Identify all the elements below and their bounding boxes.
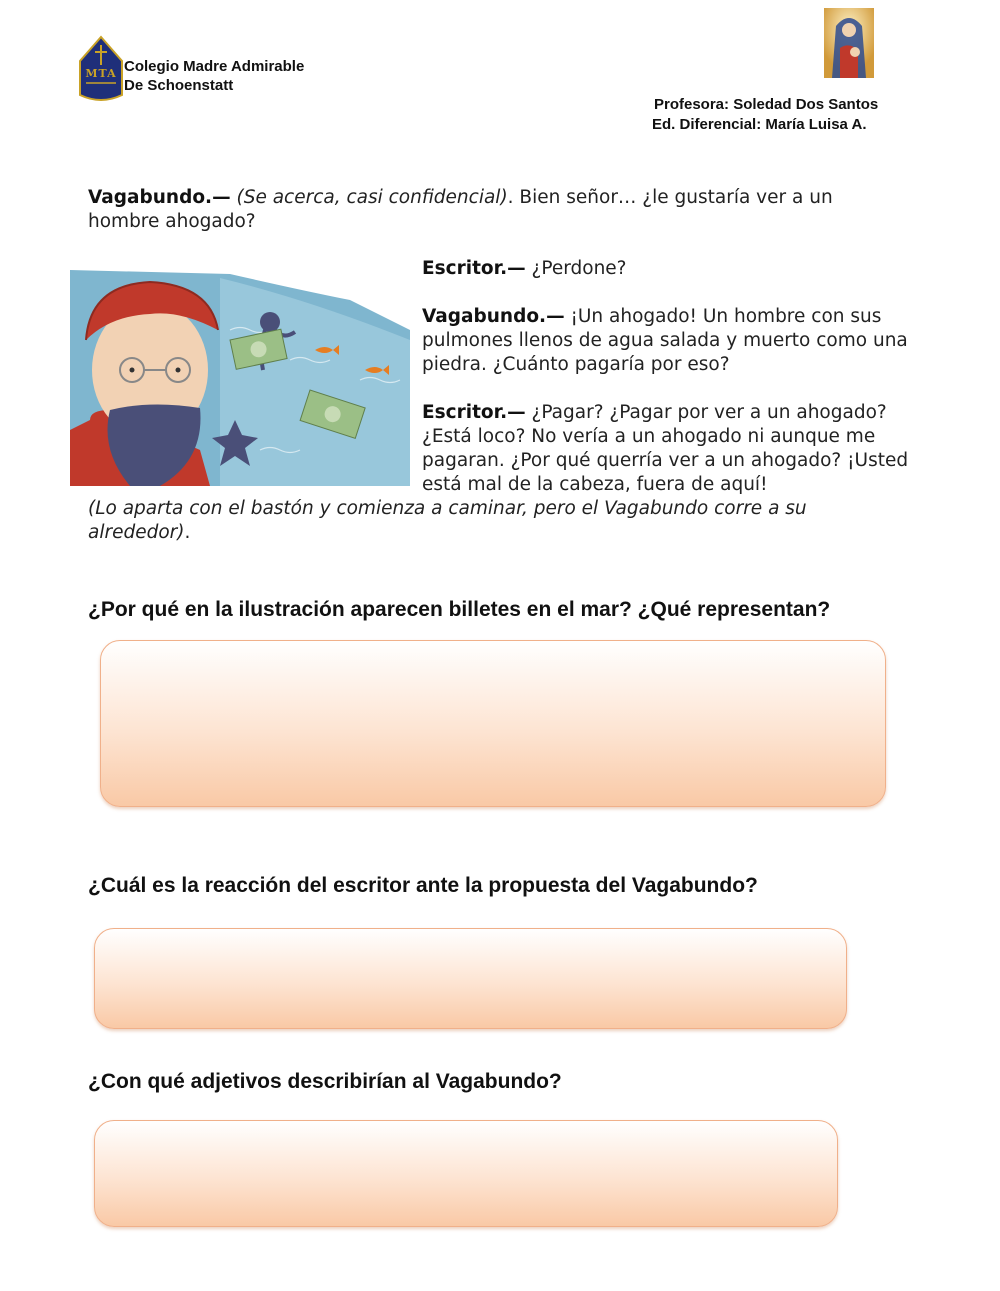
dialogue-paragraph-1 [88,186,868,234]
question-1-label: ¿Por qué en la ilustración aparecen billetes en el mar? ¿Qué representan? [88,598,831,621]
speaker-escritor: Escritor.— [422,258,526,279]
illustration-drowned-man [70,270,410,486]
dialogue-text: ¿Pagar? ¿Pagar por ver a un ahogado? ¿Está loco? No vería a un ahogado ni aunque me pagaran. ¿Por qué querría ver a un ahogado? ¡Usted está mal de la cabeza, fuera de aquí! [422,402,909,495]
logo-letters: MTA [85,67,117,80]
question-2-answer [95,929,846,961]
dialogue-paragraph-5 [88,497,878,545]
dialogue-text: . Bien señor… ¿le gustaría ver a un hombre ahogado? [88,187,833,232]
question-3-label: ¿Con qué adjetivos describirían al Vagabundo? [88,1070,562,1093]
teacher-name: Profesora: Soledad Dos Santos [654,96,879,113]
dialogue-paragraph-4 [422,401,922,497]
speaker-vagabundo: Vagabundo.— [422,306,565,327]
dialogue-paragraph-2 [422,257,912,281]
dialogue-text: ¿Perdone? [525,258,627,279]
question-2-label: ¿Cuál es la reacción del escritor ante la propuesta del Vagabundo? [88,874,758,897]
special-ed-teacher: Ed. Diferencial: María Luisa A. [652,116,867,133]
question-2-answer-box[interactable] [94,928,847,1029]
school-name-line1: Colegio Madre Admirable [124,58,305,75]
virgin-mary-image [824,8,874,78]
dialogue-paragraph-3 [422,305,912,377]
dialogue-text: ¡Un ahogado! Un hombre con sus pulmones llenos de agua salada y muerto como una piedra. ¿Cuánto pagaría por eso? [422,306,908,375]
stage-direction: (Se acerca, casi confidencial) [236,187,508,208]
speaker-vagabundo: Vagabundo.— [88,187,231,208]
dialogue-text: . [184,522,191,543]
question-1-answer [101,641,885,673]
school-name-line2: De Schoenstatt [124,77,234,94]
speaker-escritor: Escritor.— [422,402,526,423]
question-1-answer-box[interactable] [100,640,886,807]
question-3-answer-box[interactable] [94,1120,838,1227]
question-3-answer [95,1121,837,1153]
stage-direction: (Lo aparta con el bastón y comienza a caminar, pero el Vagabundo corre a su alrededor) [88,498,807,543]
school-logo [76,35,126,103]
